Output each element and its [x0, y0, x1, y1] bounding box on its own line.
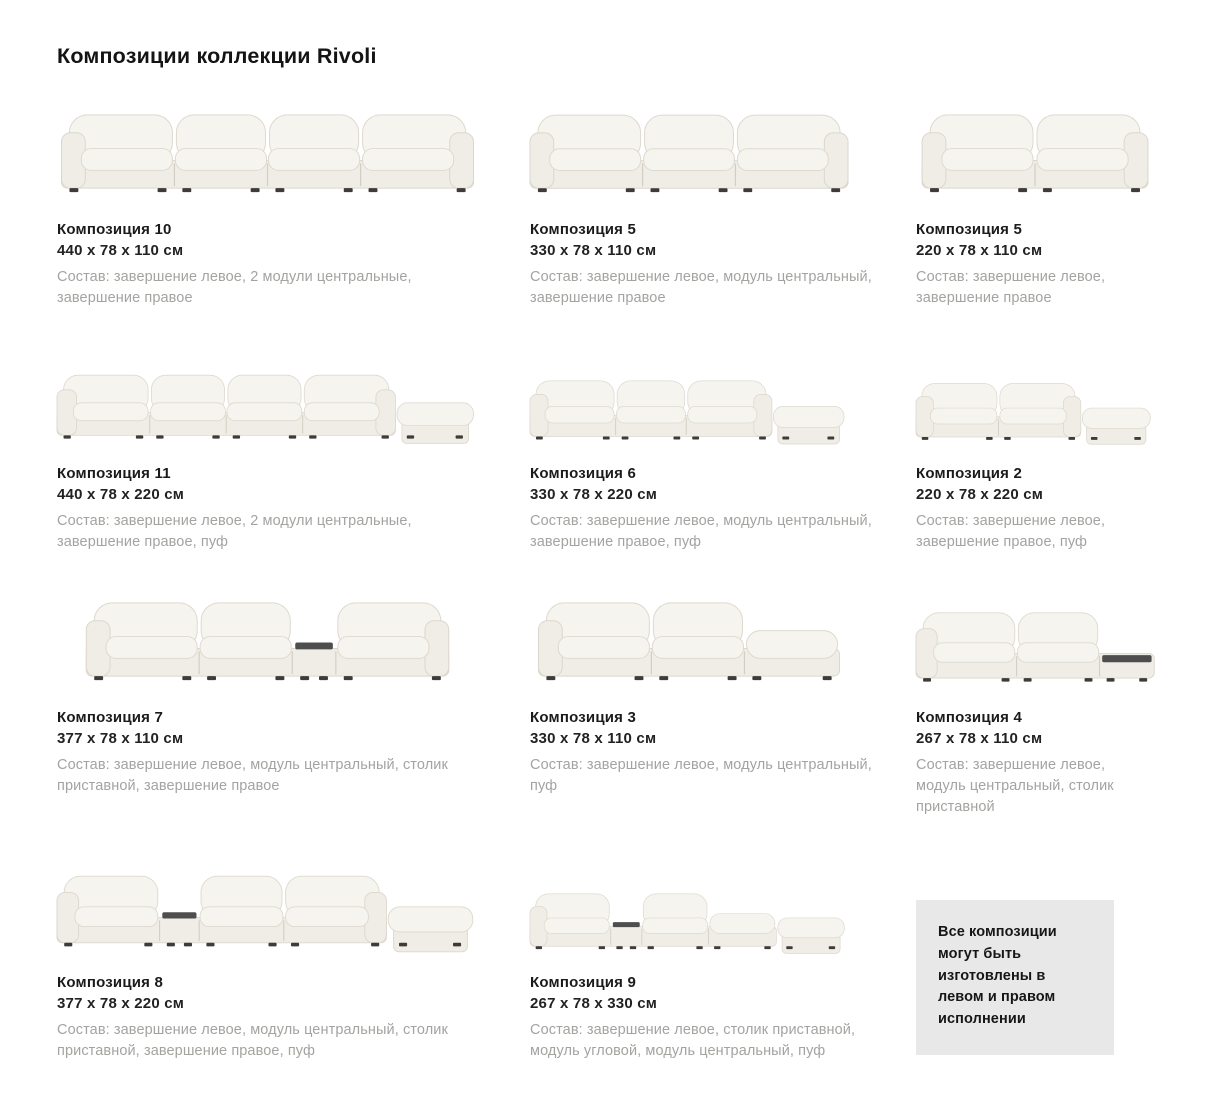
- composition-card: [530, 856, 916, 1062]
- sofa-image: [530, 103, 916, 206]
- card-dimensions: 377 x 78 x 220 см: [57, 995, 185, 1013]
- note-cell: [916, 856, 1216, 1100]
- note-box: [916, 900, 1114, 1055]
- card-dimensions: 267 x 78 x 330 см: [530, 995, 658, 1013]
- card-composition: Состав: завершение левое, модуль центральный, столик приставной, завершение правое, пуф: [57, 1022, 448, 1060]
- page-title: Композиции коллекции Rivoli: [57, 44, 377, 68]
- composition-card: [530, 591, 916, 818]
- card-dimensions: 220 x 78 x 110 см: [916, 242, 1043, 259]
- sofa-image: [57, 103, 530, 206]
- sofa-image: [916, 591, 1216, 694]
- card-title: Композиция 4: [916, 709, 1023, 727]
- sofa-image: [57, 856, 530, 959]
- card-dimensions: 377 x 78 x 110 см: [57, 730, 184, 748]
- sofa-image: [916, 103, 1216, 206]
- sofa-illustration: [530, 856, 850, 959]
- card-dimensions: 220 x 78 x 220 см: [916, 486, 1044, 504]
- card-title: Композиция 3: [530, 709, 637, 727]
- composition-card: [57, 856, 530, 1062]
- sofa-illustration: [916, 591, 1156, 694]
- card-composition: Состав: завершение левое, модуль центральный, столик приставной: [916, 757, 1114, 816]
- card-title: Композиция 5: [916, 221, 1023, 238]
- sofa-illustration: [916, 347, 1156, 450]
- composition-card: [530, 103, 916, 309]
- sofa-illustration: [530, 591, 850, 694]
- catalog-grid: [0, 103, 1200, 1100]
- composition-card: [57, 103, 530, 309]
- card-title: Композиция 9: [530, 974, 637, 992]
- composition-card: [57, 347, 530, 553]
- card-dimensions: 330 x 78 x 110 см: [530, 242, 657, 259]
- composition-card: [916, 347, 1216, 553]
- sofa-image: [530, 591, 916, 694]
- sofa-image: [57, 591, 530, 694]
- card-composition: Состав: завершение левое, модуль центральный, завершение правое, пуф: [530, 513, 872, 551]
- sofa-illustration: [57, 856, 480, 959]
- card-dimensions: 330 x 78 x 220 см: [530, 486, 658, 504]
- card-title: Композиция 8: [57, 974, 164, 992]
- note-text: Все композиции могут быть изготовлены в левом и правом исполнении: [938, 924, 1057, 1028]
- card-composition: Состав: завершение левое, модуль центральный, завершение правое: [530, 269, 872, 307]
- sofa-illustration: [57, 103, 480, 206]
- card-title: Композиция 6: [530, 465, 637, 483]
- composition-card: [530, 347, 916, 553]
- card-title: Композиция 2: [916, 465, 1023, 483]
- card-title: Композиция 11: [57, 465, 171, 483]
- sofa-illustration: [530, 103, 850, 206]
- card-title: Композиция 5: [530, 221, 637, 238]
- sofa-illustration: [57, 347, 480, 450]
- sofa-image: [530, 347, 916, 450]
- card-dimensions: 440 x 78 x 220 см: [57, 486, 185, 504]
- sofa-image: [57, 347, 530, 450]
- card-composition: Состав: завершение левое, завершение правое: [916, 269, 1106, 307]
- card-dimensions: 330 x 78 x 110 см: [530, 730, 657, 748]
- card-composition: Состав: завершение левое, 2 модули центральные, завершение правое: [57, 269, 412, 307]
- composition-card: [916, 591, 1216, 818]
- sofa-illustration: [530, 347, 850, 450]
- card-composition: Состав: завершение левое, завершение правое, пуф: [916, 513, 1106, 551]
- card-dimensions: 267 x 78 x 110 см: [916, 730, 1043, 748]
- card-dimensions: 440 x 78 x 110 см: [57, 242, 184, 259]
- sofa-image: [530, 856, 916, 959]
- card-title: Композиция 10: [57, 221, 172, 238]
- card-composition: Состав: завершение левое, модуль центральный, пуф: [530, 757, 872, 795]
- composition-card: [57, 591, 530, 818]
- sofa-illustration: [57, 591, 480, 694]
- card-title: Композиция 7: [57, 709, 164, 727]
- card-composition: Состав: завершение левое, столик приставной, модуль угловой, модуль центральный, пуф: [530, 1022, 856, 1060]
- card-composition: Состав: завершение левое, модуль центральный, столик приставной, завершение правое: [57, 757, 448, 795]
- sofa-illustration: [916, 103, 1156, 206]
- card-composition: Состав: завершение левое, 2 модули центральные, завершение правое, пуф: [57, 513, 412, 551]
- composition-card: [916, 103, 1216, 309]
- sofa-image: [916, 347, 1216, 450]
